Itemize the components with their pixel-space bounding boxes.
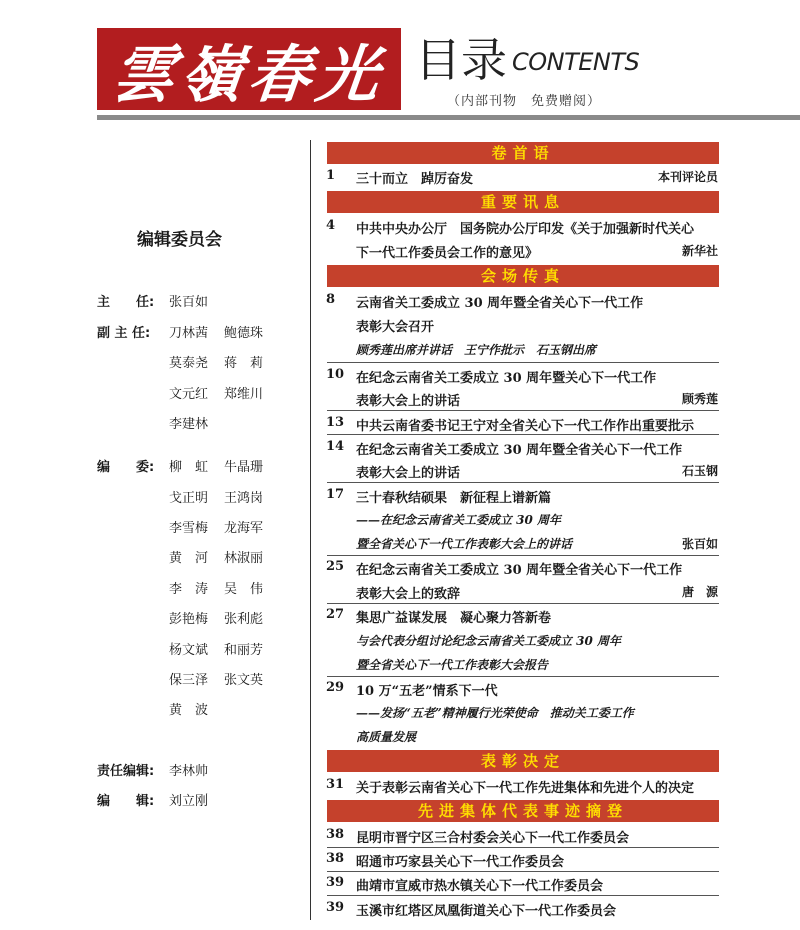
page-number: 27: [326, 607, 345, 622]
entry-divider: [327, 482, 719, 483]
toc-title-en: CONTENTS: [512, 48, 640, 76]
toc-entry-title[interactable]: 在纪念云南省关工委成立 30 周年暨全省关心下一代工作: [356, 563, 683, 578]
toc-entry-title[interactable]: 10 万“五老”情系下一代: [356, 684, 498, 699]
page-number: 10: [326, 367, 345, 382]
members-label: 编 委:: [97, 460, 155, 475]
member-name: 张文英: [224, 673, 264, 688]
toc-entry-title[interactable]: 昭通市巧家县关心下一代工作委员会: [356, 855, 565, 870]
toc-entry-title[interactable]: 关于表彰云南省关心下一代工作先进集体和先进个人的决定: [356, 781, 695, 796]
deputy-name: 莫泰尧: [169, 356, 209, 371]
deputy-name: 李建林: [169, 417, 209, 432]
entry-divider: [327, 434, 719, 435]
section-header: 表彰决定: [327, 750, 719, 772]
page-number: 29: [326, 680, 345, 695]
page-number: 13: [326, 415, 345, 430]
toc-entry-subtitle: 暨全省关心下一代工作表彰大会报告: [356, 658, 549, 672]
committee-title: 编辑委员会: [137, 230, 222, 250]
page-number: 38: [326, 827, 345, 842]
toc-entry-subtitle: ——发扬“五老”精神履行光荣使命 推动关工委工作: [356, 706, 634, 720]
page-number: 1: [326, 168, 336, 183]
toc-entry-title-cont[interactable]: 下一代工作委员会工作的意见》: [356, 246, 539, 261]
member-name: 王鸿岗: [224, 491, 264, 506]
header-divider: [97, 115, 800, 120]
director-name: 张百如: [169, 295, 209, 310]
deputy-name: 刀林茜: [169, 326, 209, 341]
toc-entry-title[interactable]: 云南省关工委成立 30 周年暨全省关心下一代工作: [356, 296, 644, 311]
member-name: 张利彪: [224, 612, 264, 627]
toc-entry-author: 本刊评论员: [657, 170, 718, 184]
page-number: 25: [326, 559, 345, 574]
toc-entry-title[interactable]: 曲靖市宣威市热水镇关心下一代工作委员会: [356, 879, 604, 894]
toc-entry-title[interactable]: 集思广益谋发展 凝心聚力答新卷: [356, 611, 552, 626]
toc-entry-title[interactable]: 中共中央办公厅 国务院办公厅印发《关于加强新时代关心: [356, 222, 695, 237]
section-header: 卷首语: [327, 142, 719, 164]
entry-divider: [327, 410, 719, 411]
entry-divider: [327, 603, 719, 604]
toc-entry-subtitle: 顾秀莲出席并讲话 王宁作批示 石玉钢出席: [356, 343, 597, 357]
member-name: 牛晶珊: [224, 460, 264, 475]
member-name: 彭艳梅: [169, 612, 209, 627]
deputy-label: 副 主 任:: [97, 326, 151, 341]
toc-entry-title[interactable]: 在纪念云南省关工委成立 30 周年暨关心下一代工作: [356, 371, 657, 386]
toc-entry-subtitle: 高质量发展: [356, 730, 417, 744]
page-number: 31: [326, 777, 345, 792]
member-name: 和丽芳: [224, 643, 264, 658]
entry-divider: [327, 676, 719, 677]
toc-entry-subtitle: ——在纪念云南省关工委成立 30 周年: [356, 513, 562, 527]
toc-entry-title-cont[interactable]: 表彰大会上的讲话: [356, 466, 461, 481]
page-number: 39: [326, 900, 345, 915]
member-name: 戈正明: [169, 491, 209, 506]
toc-entry-author: 新华社: [681, 244, 718, 258]
toc-entry-title-cont[interactable]: 表彰大会上的致辞: [356, 587, 461, 602]
deputy-name: 鲍德珠: [224, 326, 264, 341]
toc-entry-title[interactable]: 三十而立 踔厉奋发: [356, 172, 474, 187]
toc-entry-title[interactable]: 玉溪市红塔区凤凰街道关心下一代工作委员会: [356, 904, 617, 919]
director-label: 主 任:: [97, 295, 155, 310]
section-header: 会场传真: [327, 265, 719, 287]
page-number: 17: [326, 487, 345, 502]
section-header: 重要讯息: [327, 191, 719, 213]
toc-entry-title[interactable]: 在纪念云南省关工委成立 30 周年暨全省关心下一代工作: [356, 443, 683, 458]
toc-entry-author: 张百如: [681, 537, 718, 551]
deputy-name: 文元红: [169, 387, 209, 402]
page-number: 39: [326, 875, 345, 890]
toc-entry-subtitle: 暨全省关心下一代工作表彰大会上的讲话: [356, 537, 573, 551]
member-name: 李雪梅: [169, 521, 209, 536]
entry-divider: [327, 555, 719, 556]
member-name: 李 涛: [169, 582, 209, 597]
toc-entry-subtitle: 与会代表分组讨论纪念云南省关工委成立 30 周年: [356, 634, 622, 648]
page-number: 8: [326, 292, 336, 307]
editor-name: 刘立刚: [169, 794, 209, 809]
deputy-name: 蒋 莉: [224, 356, 264, 371]
toc-entry-author: 石玉钢: [681, 464, 718, 478]
chief-editor-label: 责任编辑:: [97, 764, 155, 779]
member-name: 吴 伟: [224, 582, 264, 597]
section-header: 先进集体代表事迹摘登: [327, 800, 719, 822]
page-number: 4: [326, 218, 336, 233]
member-name: 黄 波: [169, 703, 209, 718]
toc-entry-title[interactable]: 三十春秋结硕果 新征程上谱新篇: [356, 491, 552, 506]
member-name: 柳 虹: [169, 460, 209, 475]
toc-entry-author: 顾秀莲: [681, 392, 718, 406]
member-name: 龙海军: [224, 521, 264, 536]
page-number: 38: [326, 851, 345, 866]
entry-divider: [327, 362, 719, 363]
toc-entry-title-cont[interactable]: 表彰大会召开: [356, 320, 435, 335]
member-name: 杨文斌: [169, 643, 209, 658]
logo-text: 雲嶺春光: [108, 37, 389, 111]
magazine-logo: [97, 28, 401, 110]
member-name: 林淑丽: [224, 551, 264, 566]
editor-label: 编 辑:: [97, 794, 155, 809]
subtitle: （内部刊物 免费赠阅）: [447, 94, 602, 109]
entry-divider: [327, 871, 719, 872]
member-name: 保三泽: [169, 673, 209, 688]
entry-divider: [327, 847, 719, 848]
deputy-name: 郑维川: [224, 387, 264, 402]
toc-entry-title[interactable]: 中共云南省委书记王宁对全省关心下一代工作作出重要批示: [356, 419, 695, 434]
toc-entry-title-cont[interactable]: 表彰大会上的讲话: [356, 394, 461, 409]
chief-editor-name: 李林帅: [169, 764, 209, 779]
page-number: 14: [326, 439, 345, 454]
column-divider: [310, 140, 311, 920]
toc-title: 目录: [415, 33, 507, 87]
member-name: 黄 河: [169, 551, 209, 566]
entry-divider: [327, 895, 719, 896]
toc-entry-author: 唐 源: [681, 585, 718, 599]
toc-entry-title[interactable]: 昆明市晋宁区三合村委会关心下一代工作委员会: [356, 831, 630, 846]
